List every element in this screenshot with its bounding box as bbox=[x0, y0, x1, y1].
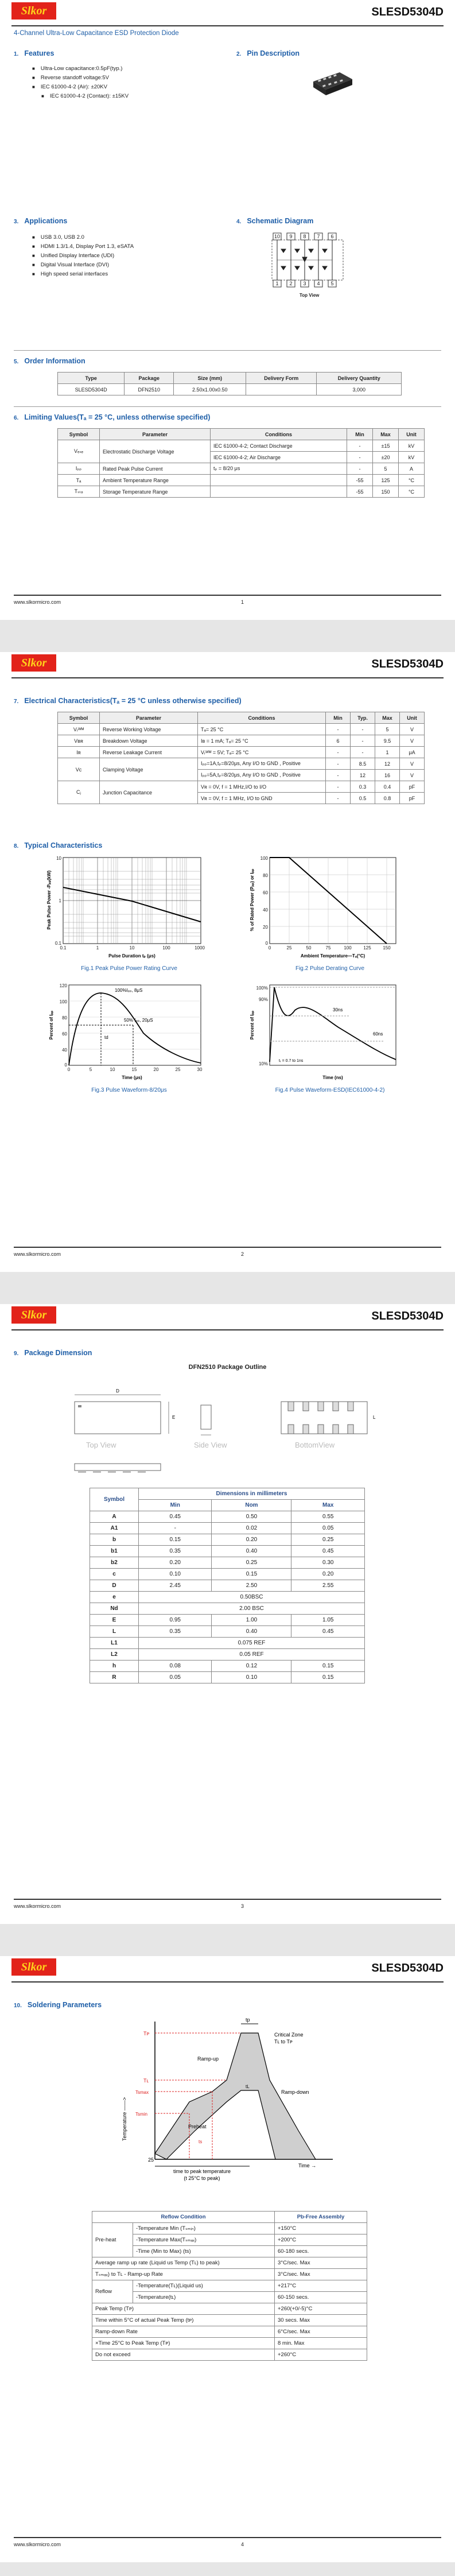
fig3-annotation: 100%Iₚₚ, 8μS bbox=[115, 988, 143, 993]
table-row: -Temperature(tʟ) 60-150 secs. bbox=[92, 2292, 367, 2303]
part-number: SLESD5304D bbox=[371, 658, 444, 670]
top-view-label: Top View bbox=[86, 1441, 116, 1449]
x-axis-label: Time (ns) bbox=[322, 1075, 343, 1080]
table-row: Average ramp up rate (Liquid us Temp (Tʟ) to peak) 3°C/sec. Max bbox=[92, 2257, 367, 2269]
table-row: Vʙʀ Breakdown Voltage Iʙ = 1 mA; Tₐ= 25 °C 6 - 9.5 V bbox=[58, 735, 425, 747]
table-row: Vᵣᵂᴹ Reverse Working Voltage Tₐ= 25 °C - - 5 V bbox=[58, 724, 425, 735]
fig4-caption: Fig.4 Pulse Waveform-ESD(IEC61000-4-2) bbox=[275, 1087, 385, 1093]
diagram-label: Tsmin bbox=[135, 2112, 147, 2117]
part-number: SLESD5304D bbox=[371, 6, 444, 18]
page-header bbox=[11, 0, 444, 26]
y-axis-label: Percent of Iₚₚ bbox=[250, 1010, 255, 1040]
table-row: R 0.05 0.10 0.15 bbox=[90, 1672, 365, 1683]
pin-label: 2 bbox=[289, 281, 293, 286]
table-header: Type bbox=[58, 373, 125, 384]
part-number: SLESD5304D bbox=[371, 1310, 444, 1322]
y-axis-label: Percent of Iₚₚ bbox=[49, 1010, 54, 1040]
svg-text:120: 120 bbox=[59, 983, 67, 988]
svg-text:40: 40 bbox=[263, 907, 268, 913]
table-row: Vʀ = 0V, f = 1 MHz, I/O to GND - 0.5 0.8 pF bbox=[58, 793, 425, 804]
applications-list bbox=[32, 233, 134, 279]
diagram-label: time to peak temperature bbox=[173, 2168, 231, 2174]
table-row: Reflow -Temperature(Tʟ)(Liquid us) +217°C bbox=[92, 2280, 367, 2292]
table-header: Delivery Quantity bbox=[317, 373, 402, 384]
table-row: Ramp-down Rate 6°C/sec. Max bbox=[92, 2326, 367, 2338]
svg-text:L: L bbox=[373, 1415, 376, 1420]
svg-text:60: 60 bbox=[263, 890, 268, 895]
table-row: -Time (Min to Max) (ts) 60-180 secs. bbox=[92, 2246, 367, 2257]
diagram-label: ts bbox=[199, 2139, 203, 2144]
page-1 bbox=[0, 0, 455, 620]
table-header: Typ. bbox=[351, 712, 375, 724]
table-row: b2 0.20 0.25 0.30 bbox=[90, 1557, 365, 1569]
y-axis-label: % of Rated Power (Pₚₚ) or Iₚₚ bbox=[250, 868, 255, 932]
table-row: D 2.45 2.50 2.55 bbox=[90, 1580, 365, 1592]
section-applications-heading: 3. Applications bbox=[14, 217, 68, 225]
page-3 bbox=[0, 1304, 455, 1924]
svg-text:100: 100 bbox=[260, 856, 268, 861]
x-axis-label: Time (μs) bbox=[122, 1075, 142, 1080]
table-header: Symbol bbox=[90, 1488, 139, 1511]
table-header: Min bbox=[326, 712, 351, 724]
pin-label: 1 bbox=[275, 281, 279, 286]
website-link[interactable]: www.slkormicro.com bbox=[14, 1251, 61, 1257]
svg-text:0.1: 0.1 bbox=[55, 941, 61, 946]
table-row: c 0.10 0.15 0.20 bbox=[90, 1569, 365, 1580]
svg-text:40: 40 bbox=[62, 1048, 67, 1053]
diagram-label: Tʟ to Tᴘ bbox=[274, 2039, 293, 2044]
reflow-table bbox=[92, 2211, 367, 2361]
diagram-label: tp bbox=[246, 2017, 250, 2023]
brand-logo: Slkor bbox=[11, 1958, 56, 1976]
table-row: L1 0.075 REF bbox=[90, 1638, 365, 1649]
pin-label: 6 bbox=[330, 234, 334, 239]
fig1-chart bbox=[46, 854, 212, 963]
svg-text:80: 80 bbox=[62, 1015, 67, 1021]
fig2-caption: Fig.2 Pulse Derating Curve bbox=[295, 965, 365, 972]
svg-text:10%: 10% bbox=[258, 1061, 268, 1066]
table-row: -Temperature Max(Tₛₘₐₓ) +200°C bbox=[92, 2234, 367, 2246]
page-footer bbox=[14, 595, 441, 605]
pin-label: 3 bbox=[303, 281, 306, 286]
list-item: ■ Ultra-Low capacitance:0.5pF(typ.) bbox=[32, 64, 129, 73]
package-outline-drawing bbox=[63, 1379, 402, 1476]
table-row: Iₚₚ=5A,tₚ=8/20μs, Any I/O to GND , Positive - 12 16 V bbox=[58, 770, 425, 781]
x-axis-label: Ambient Temperature—Tₐ(°C) bbox=[300, 953, 365, 959]
list-item: ■ USB 3.0, USB 2.0 bbox=[32, 233, 134, 242]
section-soldering-heading: 10. Soldering Parameters bbox=[14, 2001, 102, 2009]
top-view-label: Top View bbox=[300, 293, 320, 298]
table-header: Package bbox=[125, 373, 174, 384]
brand-logo: Slkor bbox=[11, 2, 56, 20]
svg-text:20: 20 bbox=[153, 1067, 159, 1072]
diagram-label: Tsmax bbox=[135, 2090, 149, 2095]
table-row: L2 0.05 REF bbox=[90, 1649, 365, 1661]
svg-text:60: 60 bbox=[62, 1031, 67, 1037]
fig3-annotation: 50% Iₚₚ, 20μS bbox=[124, 1018, 153, 1023]
section-electrical-heading: 7. Electrical Characteristics(Tₐ = 25 °C unless otherwise specified) bbox=[14, 697, 242, 705]
website-link[interactable]: www.slkormicro.com bbox=[14, 2542, 61, 2547]
y-axis-label: Peak Pulse Power -Pₚₚ(kW) bbox=[46, 870, 52, 930]
svg-text:125: 125 bbox=[363, 945, 371, 951]
section-features-heading: 1. Features bbox=[14, 49, 55, 57]
features-list bbox=[32, 64, 129, 101]
website-link[interactable]: www.slkormicro.com bbox=[14, 599, 61, 605]
table-header: Max bbox=[375, 712, 400, 724]
table-row: Vᴄ Clamping Voltage Iₚₚ=1A,tₚ=8/20μs, Any I/O to GND , Positive - 8.5 12 V bbox=[58, 758, 425, 770]
table-row: A 0.45 0.50 0.55 bbox=[90, 1511, 365, 1523]
list-item: ■ HDMI 1.3/1.4, Display Port 1.3, eSATA bbox=[32, 242, 134, 251]
table-header: Min bbox=[347, 429, 373, 440]
list-item: ■ High speed serial interfaces bbox=[32, 270, 134, 279]
page-number: 2 bbox=[241, 1251, 244, 1257]
table-row: L 0.35 0.40 0.45 bbox=[90, 1626, 365, 1638]
diagram-label: Critical Zone bbox=[274, 2032, 304, 2038]
svg-text:25: 25 bbox=[175, 1067, 181, 1072]
section-package-heading: 9. Package Dimension bbox=[14, 1349, 92, 1357]
table-row: e 0.50BSC bbox=[90, 1592, 365, 1603]
side-view-label: Side View bbox=[194, 1441, 227, 1449]
table-header: Reflow Condition bbox=[92, 2212, 275, 2223]
table-header: Symbol bbox=[58, 429, 100, 440]
diagram-label: Tᴘ bbox=[143, 2031, 150, 2036]
diagram-label: Preheat bbox=[188, 2124, 207, 2129]
table-header: Dimensions in millimeters bbox=[139, 1488, 365, 1500]
svg-text:10: 10 bbox=[56, 856, 61, 861]
fig3-annotation: td bbox=[104, 1035, 108, 1040]
svg-text:80: 80 bbox=[263, 873, 268, 878]
fig1-caption: Fig.1 Peak Pulse Power Rating Curve bbox=[81, 965, 177, 972]
pin-label: 5 bbox=[330, 281, 334, 286]
website-link[interactable]: www.slkormicro.com bbox=[14, 1903, 61, 1909]
svg-text:100: 100 bbox=[344, 945, 352, 951]
svg-text:D: D bbox=[116, 1388, 119, 1394]
fig3-caption: Fig.3 Pulse Waveform-8/20μs bbox=[91, 1087, 167, 1093]
order-table bbox=[57, 372, 402, 395]
table-row: Time within 5°C of actual Peak Temp (tᴘ) 30 secs. Max bbox=[92, 2315, 367, 2326]
svg-text:1: 1 bbox=[96, 945, 99, 951]
table-row: b 0.15 0.20 0.25 bbox=[90, 1534, 365, 1546]
fig4-annotation: tᵣ = 0.7 to 1ns bbox=[279, 1059, 304, 1063]
table-header: Parameter bbox=[100, 429, 211, 440]
diagram-label: Ramp-down bbox=[281, 2089, 309, 2095]
schematic-diagram bbox=[270, 232, 350, 289]
section-schematic-heading: 4. Schematic Diagram bbox=[236, 217, 314, 225]
pin-label: 10 bbox=[274, 234, 281, 239]
diagram-label: Ramp-up bbox=[197, 2056, 219, 2062]
limiting-values-table bbox=[57, 428, 425, 498]
svg-text:50: 50 bbox=[306, 945, 312, 951]
svg-text:25: 25 bbox=[286, 945, 292, 951]
svg-text:20: 20 bbox=[263, 925, 268, 930]
table-row: Do not exceed +260°C bbox=[92, 2349, 367, 2361]
table-row: Tₐ Ambient Temperature Range -55 125 °C bbox=[58, 475, 425, 486]
diagram-label: Time → bbox=[298, 2163, 317, 2168]
list-item: ■ Digital Visual Interface (DVI) bbox=[32, 261, 134, 270]
table-row: Cⱼ Junction Capacitance Vʀ = 0V, f = 1 MHz,I/O to I/O - 0.3 0.4 pF bbox=[58, 781, 425, 793]
table-row: ×Time 25°C to Peak Temp (Tᴘ) 8 min. Max bbox=[92, 2338, 367, 2349]
svg-text:1: 1 bbox=[59, 898, 61, 903]
svg-text:5: 5 bbox=[89, 1067, 92, 1072]
diagram-label: (t 25°C to peak) bbox=[184, 2175, 220, 2181]
table-header: Nom bbox=[212, 1500, 291, 1511]
table-row: b1 0.35 0.40 0.45 bbox=[90, 1546, 365, 1557]
section-pin-heading: 2. Pin Description bbox=[236, 49, 300, 57]
package-photo bbox=[310, 64, 356, 99]
svg-text:10: 10 bbox=[129, 945, 135, 951]
fig4-annotation: 60ns bbox=[373, 1031, 383, 1037]
svg-text:150: 150 bbox=[383, 945, 391, 951]
svg-text:30: 30 bbox=[197, 1067, 203, 1072]
svg-text:1000: 1000 bbox=[195, 945, 205, 951]
table-header: Conditions bbox=[198, 712, 326, 724]
pin-label: 4 bbox=[317, 281, 320, 286]
table-row: Tₛₜₔ Storage Temperature Range -55 150 °C bbox=[58, 486, 425, 498]
table-header: Max bbox=[373, 429, 399, 440]
table-row: Peak Temp (Tᴘ) +260(+0/-5)°C bbox=[92, 2303, 367, 2315]
fig4-annotation: 30ns bbox=[333, 1007, 343, 1012]
page-footer bbox=[14, 2537, 441, 2547]
table-header: Size (mm) bbox=[174, 373, 246, 384]
part-number: SLESD5304D bbox=[371, 1962, 444, 1974]
section-typical-heading: 8. Typical Characteristics bbox=[14, 841, 103, 849]
page-header bbox=[11, 1304, 444, 1330]
svg-text:0.1: 0.1 bbox=[60, 945, 67, 951]
diagram-label: Tʟ bbox=[143, 2078, 149, 2084]
svg-text:10: 10 bbox=[110, 1067, 115, 1072]
page-number: 1 bbox=[241, 599, 244, 605]
table-row: Vₑₛₑ Electrostatic Discharge Voltage IEC 61000-4-2; Contact Discharge - ±15 kV bbox=[58, 440, 425, 452]
page-number: 3 bbox=[241, 1903, 244, 1909]
svg-text:E: E bbox=[172, 1415, 176, 1420]
table-row: Iʀ Reverse Leakage Current Vᵣᵂᴹ = 5V; Tₐ= 25 °C - - 1 μA bbox=[58, 747, 425, 758]
page-header bbox=[11, 652, 444, 678]
list-item: ■ IEC 61000-4-2 (Air): ±20KV bbox=[32, 83, 129, 92]
pin-label: 8 bbox=[303, 234, 306, 239]
table-header: Unit bbox=[400, 712, 425, 724]
table-row: E 0.95 1.00 1.05 bbox=[90, 1615, 365, 1626]
page-2 bbox=[0, 652, 455, 1272]
table-row: Nd 2.00 BSC bbox=[90, 1603, 365, 1615]
table-row: Iₚₚ Rated Peak Pulse Current tₚ = 8/20 μs - 5 A bbox=[58, 463, 425, 475]
table-row: h 0.08 0.12 0.15 bbox=[90, 1661, 365, 1672]
table-header: Conditions bbox=[211, 429, 347, 440]
list-item: ■ Reverse standoff voltage:5V bbox=[32, 73, 129, 83]
table-row: A1 - 0.02 0.05 bbox=[90, 1523, 365, 1534]
x-axis-label: Pulse Duration tₚ (μs) bbox=[108, 953, 155, 959]
pin-label: 7 bbox=[317, 234, 320, 239]
diagram-label: Temperature ——> bbox=[122, 2097, 127, 2142]
fig2-chart bbox=[247, 854, 413, 963]
table-row: IEC 61000-4-2; Air Discharge - ±20 kV bbox=[58, 452, 425, 463]
table-header: Min bbox=[139, 1500, 212, 1511]
document-subtitle: 4-Channel Ultra-Low Capacitance ESD Protection Diode bbox=[14, 30, 179, 37]
reflow-profile-diagram bbox=[122, 2016, 344, 2188]
table-row: Pre-heat -Temperature Min (Tₛₘᵢₙ) +150°C bbox=[92, 2223, 367, 2234]
page-4 bbox=[0, 1956, 455, 2562]
diagram-label: tL bbox=[246, 2084, 250, 2089]
table-header: Parameter bbox=[100, 712, 198, 724]
outline-title: DFN2510 Package Outline bbox=[188, 1364, 267, 1371]
diagram-label: 25 bbox=[148, 2157, 154, 2163]
page-footer bbox=[14, 1247, 441, 1257]
list-item: ■ Unified Display Interface (UDI) bbox=[32, 251, 134, 261]
table-row: SLESD5304D DFN2510 2.50x1.00x0.50 3,000 bbox=[58, 384, 402, 395]
svg-text:75: 75 bbox=[325, 945, 331, 951]
brand-logo: Slkor bbox=[11, 654, 56, 672]
table-header: Unit bbox=[399, 429, 425, 440]
table-header: Max bbox=[291, 1500, 365, 1511]
brand-logo: Slkor bbox=[11, 1306, 56, 1324]
page-footer bbox=[14, 1899, 441, 1909]
svg-text:0: 0 bbox=[64, 1062, 67, 1068]
fig4-chart bbox=[247, 981, 413, 1085]
table-row: Tₛₘₐₓ) to Tʟ - Ramp-up Rate 3°C/sec. Max bbox=[92, 2269, 367, 2280]
fig3-chart bbox=[46, 981, 212, 1085]
electrical-table bbox=[57, 712, 425, 804]
pin-label: 9 bbox=[289, 234, 293, 239]
page-header bbox=[11, 1956, 444, 1983]
bottom-view-label: BottomView bbox=[295, 1441, 335, 1449]
table-header: Symbol bbox=[58, 712, 100, 724]
svg-text:15: 15 bbox=[131, 1067, 137, 1072]
table-header: Pb-Free Assembly bbox=[275, 2212, 367, 2223]
svg-text:100: 100 bbox=[59, 999, 67, 1004]
svg-text:0: 0 bbox=[265, 941, 268, 946]
dimensions-table bbox=[90, 1488, 365, 1683]
section-order-heading: 5. Order Information bbox=[14, 357, 85, 365]
svg-text:0: 0 bbox=[67, 1067, 71, 1072]
section-limiting-heading: 6. Limiting Values(Tₐ = 25 °C, unless otherwise specified) bbox=[14, 413, 211, 421]
svg-text:100: 100 bbox=[162, 945, 170, 951]
svg-text:100%: 100% bbox=[256, 986, 268, 991]
svg-text:90%: 90% bbox=[258, 997, 268, 1002]
table-header: Delivery Form bbox=[246, 373, 317, 384]
list-item: ■ IEC 61000-4-2 (Contact): ±15KV bbox=[32, 92, 129, 101]
page-number: 4 bbox=[241, 2542, 244, 2547]
svg-text:0: 0 bbox=[268, 945, 271, 951]
